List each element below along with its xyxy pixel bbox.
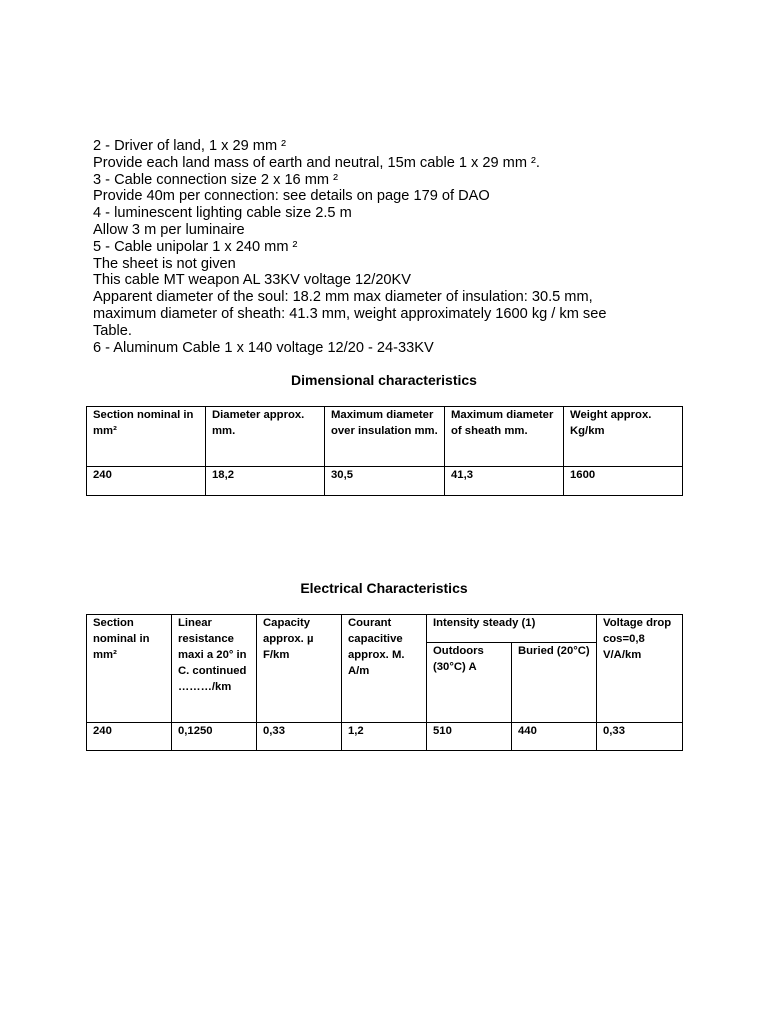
header-cell: Maximum diameter over insulation mm. <box>325 407 445 467</box>
body-text <box>93 138 693 356</box>
header-cell: Section nominal in mm² <box>87 615 172 723</box>
table-cell: 440 <box>512 723 597 751</box>
dimensional-title: Dimensional characteristics <box>291 372 477 388</box>
text-line: 3 - Cable connection size 2 x 16 mm ² <box>93 171 338 188</box>
header-cell: Maximum diameter of sheath mm. <box>445 407 564 467</box>
table-cell: 1,2 <box>342 723 427 751</box>
table-cell: 30,5 <box>325 467 445 496</box>
table-cell: 18,2 <box>206 467 325 496</box>
text-line: maximum diameter of sheath: 41.3 mm, weight approximately 1600 kg / km see <box>93 305 607 322</box>
electrical-title: Electrical Characteristics <box>300 580 468 596</box>
header-cell: Outdoors (30°C) A <box>427 643 512 723</box>
header-cell: Weight approx. Kg/km <box>564 407 683 467</box>
header-cell: Voltage drop cos=0,8 V/A/km <box>597 615 683 723</box>
header-cell: Diameter approx. mm. <box>206 407 325 467</box>
text-line: Table. <box>93 322 132 339</box>
text-line: The sheet is not given <box>93 255 236 272</box>
table-row <box>87 723 683 751</box>
table-cell: 41,3 <box>445 467 564 496</box>
header-cell: Courant capacitive approx. M. A/m <box>342 615 427 723</box>
text-line: Provide 40m per connection: see details on page 179 of DAO <box>93 188 490 205</box>
header-cell: Buried (20°C) <box>512 643 597 723</box>
header-cell: Linear resistance maxi a 20° in C. continued ………/km <box>172 615 257 723</box>
text-line: Apparent diameter of the soul: 18.2 mm max diameter of insulation: 30.5 mm, <box>93 289 593 306</box>
header-cell: Intensity steady (1) <box>427 615 597 643</box>
table-cell: 240 <box>87 467 206 496</box>
header-cell: Section nominal in mm² <box>87 407 206 467</box>
table-cell: 0,33 <box>597 723 683 751</box>
text-line: 5 - Cable unipolar 1 x 240 mm ² <box>93 238 298 255</box>
table-cell: 0,1250 <box>172 723 257 751</box>
text-line: 6 - Aluminum Cable 1 x 140 voltage 12/20 - 24-33KV <box>93 339 434 356</box>
header-cell: Capacity approx. µ F/km <box>257 615 342 723</box>
table-row <box>87 467 683 496</box>
table-cell: 1600 <box>564 467 683 496</box>
table-header-row <box>87 615 683 643</box>
text-line: This cable MT weapon AL 33KV voltage 12/20KV <box>93 272 412 289</box>
table-cell: 240 <box>87 723 172 751</box>
text-line: Allow 3 m per luminaire <box>93 221 245 238</box>
electrical-table <box>86 614 683 751</box>
table-cell: 0,33 <box>257 723 342 751</box>
table-header-row <box>87 407 683 467</box>
dimensional-table <box>86 406 683 496</box>
text-line: 2 - Driver of land, 1 x 29 mm ² <box>93 138 287 154</box>
text-line: 4 - luminescent lighting cable size 2.5 m <box>93 205 352 222</box>
text-line: Provide each land mass of earth and neutral, 15m cable 1 x 29 mm ². <box>93 154 540 171</box>
table-cell: 510 <box>427 723 512 751</box>
